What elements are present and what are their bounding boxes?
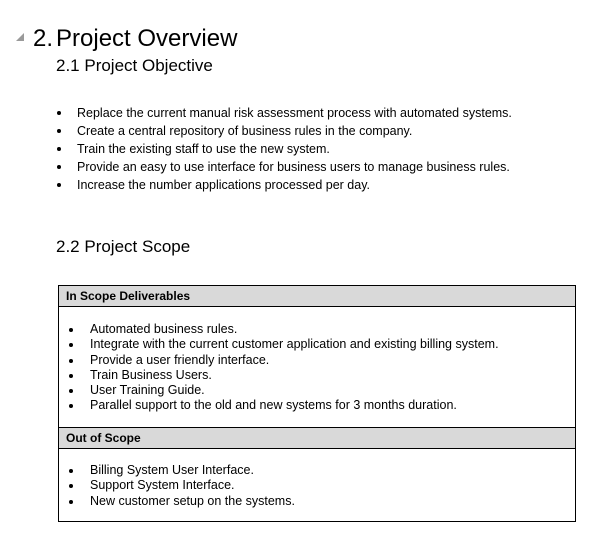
list-item bbox=[54, 122, 512, 140]
heading-title: Project Overview bbox=[56, 25, 238, 52]
list-item bbox=[59, 353, 499, 368]
collapse-heading-icon[interactable] bbox=[16, 33, 24, 41]
in-scope-list bbox=[59, 322, 499, 414]
list-item bbox=[59, 337, 499, 352]
list-item bbox=[54, 158, 512, 176]
out-of-scope-header: Out of Scope bbox=[59, 427, 575, 449]
list-item bbox=[59, 322, 499, 337]
bullet-icon bbox=[57, 111, 61, 115]
list-item-text: Support System Interface. bbox=[90, 478, 235, 493]
bullet-icon bbox=[69, 359, 73, 363]
bullet-icon bbox=[57, 147, 61, 151]
heading-project-overview bbox=[33, 24, 237, 54]
list-item bbox=[59, 494, 295, 509]
out-of-scope-list bbox=[59, 463, 295, 509]
list-item-text: Billing System User Interface. bbox=[90, 463, 254, 477]
objective-list bbox=[54, 104, 512, 194]
bullet-icon bbox=[69, 484, 73, 488]
list-item bbox=[59, 368, 499, 383]
list-item-text: Provide an easy to use interface for business users to manage business rules. bbox=[77, 160, 510, 174]
list-item bbox=[59, 478, 295, 493]
list-item bbox=[54, 140, 512, 158]
in-scope-header: In Scope Deliverables bbox=[59, 286, 575, 307]
list-item-text: New customer setup on the systems. bbox=[90, 493, 295, 508]
bullet-icon bbox=[57, 129, 61, 133]
subheading-project-scope: 2.2 Project Scope bbox=[56, 237, 191, 256]
list-item-text: Train Business Users. bbox=[90, 367, 212, 382]
list-item-text: Parallel support to the old and new systems for 3 months duration. bbox=[90, 398, 457, 413]
list-item-text: Replace the current manual risk assessment process with automated systems. bbox=[77, 106, 512, 120]
subheading-project-objective: 2.1 Project Objective bbox=[56, 56, 213, 75]
bullet-icon bbox=[69, 343, 73, 347]
bullet-icon bbox=[57, 165, 61, 169]
bullet-icon bbox=[69, 389, 73, 393]
bullet-icon bbox=[69, 328, 73, 332]
list-item bbox=[54, 104, 512, 122]
list-item bbox=[59, 383, 499, 398]
bullet-icon bbox=[69, 500, 73, 504]
bullet-icon bbox=[69, 469, 73, 473]
bullet-icon bbox=[69, 374, 73, 378]
list-item bbox=[59, 463, 295, 478]
heading-number: 2. bbox=[33, 25, 54, 52]
bullet-icon bbox=[69, 404, 73, 408]
list-item-text: Train the existing staff to use the new system. bbox=[77, 142, 330, 156]
list-item-text: Increase the number applications processed per day. bbox=[77, 178, 370, 192]
list-item-text: Provide a user friendly interface. bbox=[90, 352, 270, 367]
list-item-text: User Training Guide. bbox=[90, 383, 205, 398]
list-item-text: Create a central repository of business rules in the company. bbox=[77, 124, 413, 138]
scope-table bbox=[58, 285, 576, 522]
bullet-icon bbox=[57, 183, 61, 187]
list-item bbox=[54, 176, 512, 194]
list-item-text: Automated business rules. bbox=[90, 322, 238, 336]
list-item-text: Integrate with the current customer application and existing billing system. bbox=[90, 337, 499, 352]
list-item bbox=[59, 398, 499, 413]
